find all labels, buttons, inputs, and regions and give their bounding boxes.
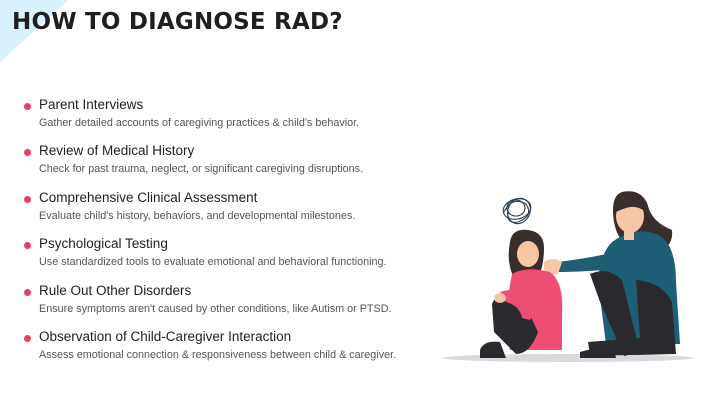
- item-heading: Observation of Child-Caregiver Interaction: [39, 328, 292, 344]
- bullet-dot-icon: [24, 289, 31, 296]
- item-heading: Parent Interviews: [39, 97, 144, 112]
- item-description: Check for past trauma, neglect, or significant caregiving disruptions.: [39, 163, 364, 176]
- list-item: [24, 236, 444, 282]
- caregiver-comforting-child-illustration: [440, 182, 702, 368]
- item-heading: Psychological Testing: [39, 236, 168, 252]
- list-item: [24, 143, 444, 189]
- item-description: Gather detailed accounts of caregiving practices & child's behavior.: [39, 117, 360, 129]
- bullet-dot-icon: [24, 242, 31, 249]
- item-description: Assess emotional connection & responsiveness between child & caregiver.: [39, 348, 397, 361]
- list-item: [24, 190, 444, 236]
- list-item: [24, 329, 444, 375]
- bullet-dot-icon: [24, 149, 31, 156]
- item-description: Use standardized tools to evaluate emotional and behavioral functioning.: [39, 256, 387, 269]
- item-description: Ensure symptoms aren't caused by other conditions, like Autism or PTSD.: [39, 302, 392, 315]
- bullet-dot-icon: [24, 335, 31, 342]
- item-heading: Review of Medical History: [39, 143, 195, 159]
- item-heading: Comprehensive Clinical Assessment: [39, 189, 258, 205]
- item-description: Evaluate child's history, behaviors, and developmental milestones.: [39, 209, 356, 222]
- bullet-dot-icon: [24, 103, 31, 110]
- bullet-dot-icon: [24, 196, 31, 203]
- list-item: [24, 283, 444, 329]
- page-title: HOW TO DIAGNOSE RAD?: [12, 9, 343, 35]
- list-item: [24, 97, 444, 143]
- diagnosis-steps-list: [24, 97, 444, 375]
- item-heading: Rule Out Other Disorders: [39, 282, 192, 298]
